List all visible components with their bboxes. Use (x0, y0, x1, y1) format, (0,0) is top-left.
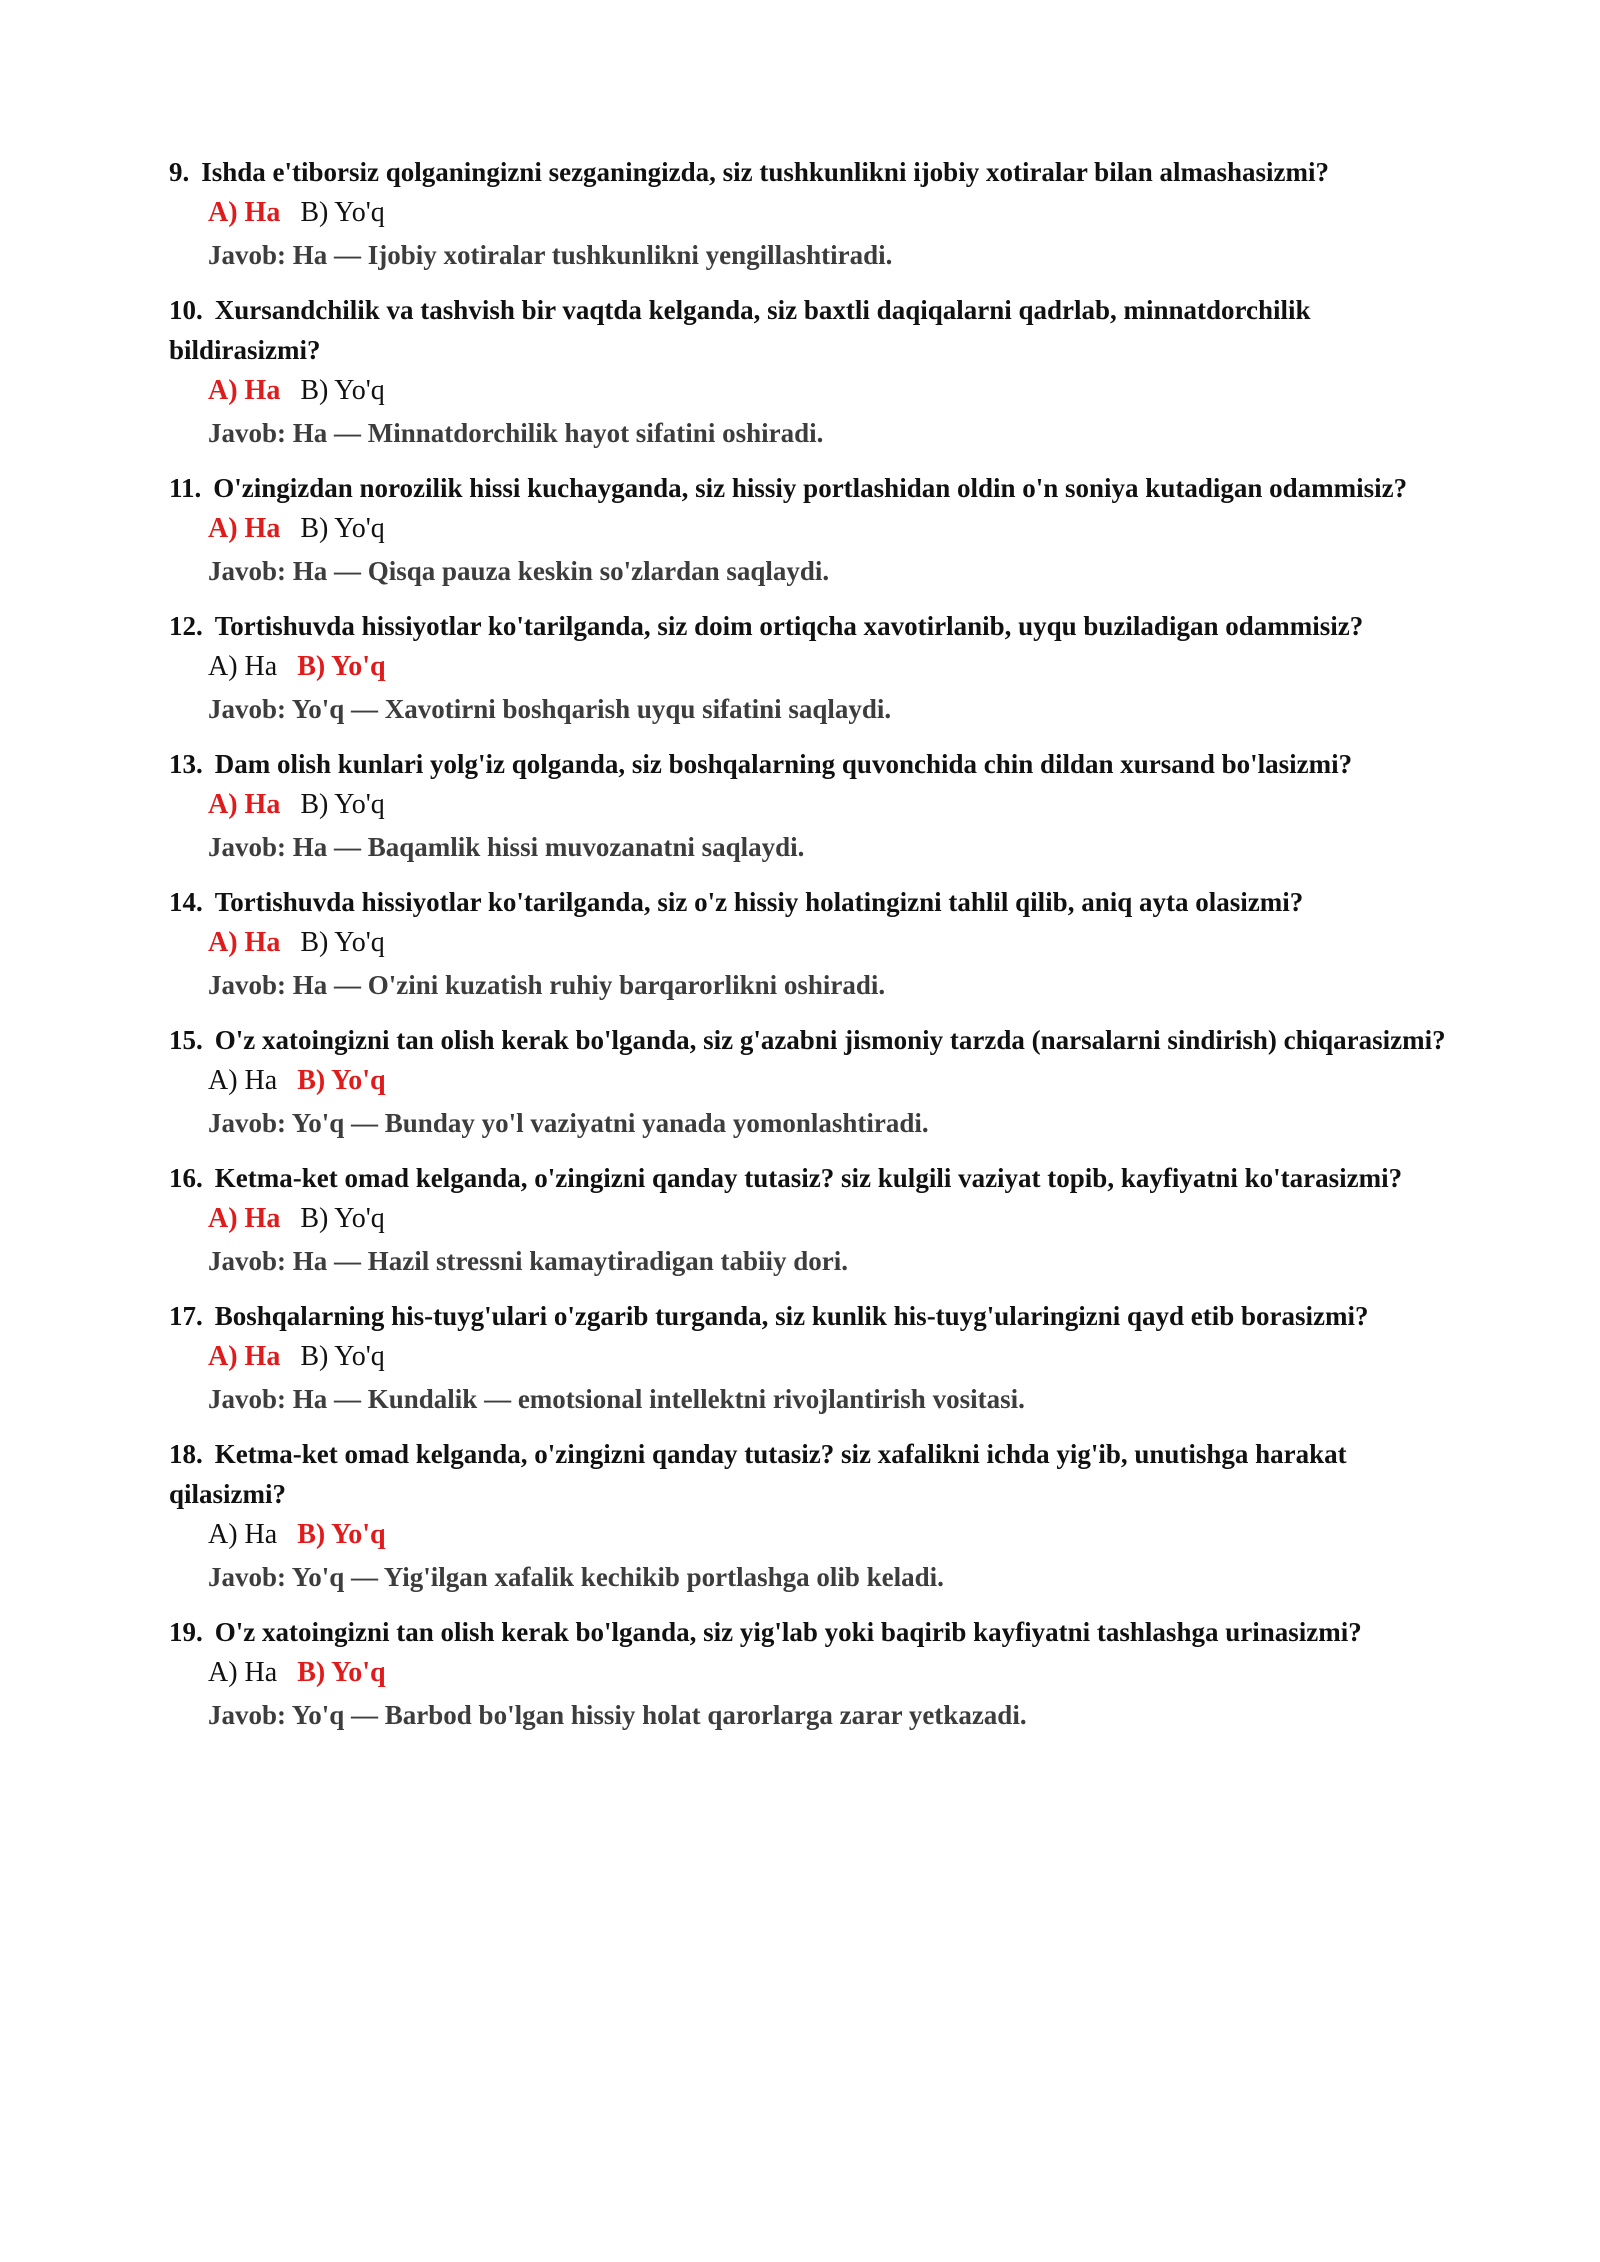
question-number: 15. (169, 1025, 203, 1055)
option-b: B) Yo'q (300, 927, 385, 958)
question-item (169, 1158, 1449, 1282)
option-b: B) Yo'q (300, 513, 385, 544)
answer-explanation: Javob: Ha — Kundalik — emotsional intellektni rivojlantirish vositasi. (208, 1384, 1025, 1414)
options-row (208, 1652, 1449, 1694)
question-item (169, 468, 1449, 592)
question-body: Boshqalarning his-tuyg'ulari o'zgarib turganda, siz kunlik his-tuyg'ularingizni qayd etib borasizmi? (214, 1301, 1369, 1331)
option-b: B) Yo'q (300, 375, 385, 406)
question-text (169, 606, 1449, 646)
answer-explanation: Javob: Ha — O'zini kuzatish ruhiy barqarorlikni oshiradi. (208, 970, 886, 1000)
question-body: Ketma-ket omad kelganda, o'zingizni qanday tutasiz? siz kulgili vaziyat topib, kayfiyatni ko'tarasizmi? (214, 1163, 1403, 1193)
question-body: Dam olish kunlari yolg'iz qolganda, siz boshqalarning quvonchida chin dildan xursand bo'lasizmi? (214, 749, 1353, 779)
question-body: Tortishuvda hissiyotlar ko'tarilganda, siz o'z hissiy holatingizni tahlil qilib, aniq ayta olasizmi? (214, 887, 1304, 917)
option-a: A) Ha (208, 1203, 281, 1234)
question-item (169, 744, 1449, 868)
options-row (208, 1514, 1449, 1556)
question-number: 16. (169, 1163, 203, 1193)
question-number: 9. (169, 157, 190, 187)
option-b: B) Yo'q (297, 1657, 386, 1688)
option-a: A) Ha (208, 1065, 278, 1096)
options-row (208, 784, 1449, 826)
question-item (169, 1612, 1449, 1736)
answer-explanation: Javob: Yo'q — Barbod bo'lgan hissiy holat qarorlarga zarar yetkazadi. (208, 1700, 1027, 1730)
option-b: B) Yo'q (297, 651, 386, 682)
question-number: 11. (169, 473, 202, 503)
question-number: 18. (169, 1439, 203, 1469)
option-b: B) Yo'q (300, 1341, 385, 1372)
question-body: Tortishuvda hissiyotlar ko'tarilganda, siz doim ortiqcha xavotirlanib, uyqu buziladigan odammisiz? (214, 611, 1364, 641)
options-row (208, 370, 1449, 412)
option-a: A) Ha (208, 375, 281, 406)
question-text (169, 1612, 1449, 1652)
question-number: 14. (169, 887, 203, 917)
options-row (208, 1198, 1449, 1240)
question-body: Xursandchilik va tashvish bir vaqtda kelganda, siz baxtli daqiqalarni qadrlab, minnatdorchilik bildirasizmi? (169, 295, 1311, 365)
option-b: B) Yo'q (300, 789, 385, 820)
question-number: 19. (169, 1617, 203, 1647)
question-body: Ishda e'tiborsiz qolganingizni sezganingizda, siz tushkunlikni ijobiy xotiralar bilan almashasizmi? (201, 157, 1329, 187)
question-item (169, 1434, 1449, 1598)
option-a: A) Ha (208, 1341, 281, 1372)
question-item (169, 290, 1449, 454)
question-item (169, 606, 1449, 730)
answer-explanation: Javob: Yo'q — Xavotirni boshqarish uyqu sifatini saqlaydi. (208, 694, 892, 724)
option-a: A) Ha (208, 1657, 278, 1688)
question-text (169, 468, 1449, 508)
option-a: A) Ha (208, 789, 281, 820)
question-item (169, 1020, 1449, 1144)
options-row (208, 192, 1449, 234)
question-body: O'z xatoingizni tan olish kerak bo'lganda, siz g'azabni jismoniy tarzda (narsalarni sindirish) chiqarasizmi? (214, 1025, 1446, 1055)
options-row (208, 508, 1449, 550)
question-item (169, 1296, 1449, 1420)
question-text (169, 1434, 1449, 1514)
question-item (169, 152, 1449, 276)
option-b: B) Yo'q (300, 1203, 385, 1234)
answer-explanation: Javob: Ha — Qisqa pauza keskin so'zlardan saqlaydi. (208, 556, 830, 586)
answer-explanation: Javob: Ha — Minnatdorchilik hayot sifatini oshiradi. (208, 418, 824, 448)
answer-explanation: Javob: Ha — Hazil stressni kamaytiradigan tabiiy dori. (208, 1246, 849, 1276)
option-b: B) Yo'q (297, 1519, 386, 1550)
question-number: 12. (169, 611, 203, 641)
question-text (169, 1020, 1449, 1060)
question-item (169, 882, 1449, 1006)
question-text (169, 1296, 1449, 1336)
question-body: Ketma-ket omad kelganda, o'zingizni qanday tutasiz? siz xafalikni ichda yig'ib, unutishga harakat qilasizmi? (169, 1439, 1347, 1509)
question-text (169, 152, 1449, 192)
answer-explanation: Javob: Ha — Ijobiy xotiralar tushkunlikni yengillashtiradi. (208, 240, 893, 270)
options-row (208, 1060, 1449, 1102)
answer-explanation: Javob: Yo'q — Bunday yo'l vaziyatni yanada yomonlashtiradi. (208, 1108, 929, 1138)
question-text (169, 1158, 1449, 1198)
options-row (208, 922, 1449, 964)
question-number: 17. (169, 1301, 203, 1331)
answer-explanation: Javob: Ha — Baqamlik hissi muvozanatni saqlaydi. (208, 832, 805, 862)
options-row (208, 646, 1449, 688)
question-body: O'z xatoingizni tan olish kerak bo'lganda, siz yig'lab yoki baqirib kayfiyatni tashlashga urinasizmi? (214, 1617, 1362, 1647)
question-body: O'zingizdan norozilik hissi kuchayganda, siz hissiy portlashidan oldin o'n soniya kutadigan odammisiz? (213, 473, 1408, 503)
option-a: A) Ha (208, 513, 281, 544)
option-a: A) Ha (208, 1519, 278, 1550)
option-a: A) Ha (208, 197, 281, 228)
option-a: A) Ha (208, 927, 281, 958)
question-list (169, 152, 1449, 1750)
question-text (169, 882, 1449, 922)
question-text (169, 290, 1449, 370)
options-row (208, 1336, 1449, 1378)
question-number: 10. (169, 295, 203, 325)
option-a: A) Ha (208, 651, 278, 682)
option-b: B) Yo'q (297, 1065, 386, 1096)
question-number: 13. (169, 749, 203, 779)
answer-explanation: Javob: Yo'q — Yig'ilgan xafalik kechikib portlashga olib keladi. (208, 1562, 944, 1592)
question-text (169, 744, 1449, 784)
option-b: B) Yo'q (300, 197, 385, 228)
